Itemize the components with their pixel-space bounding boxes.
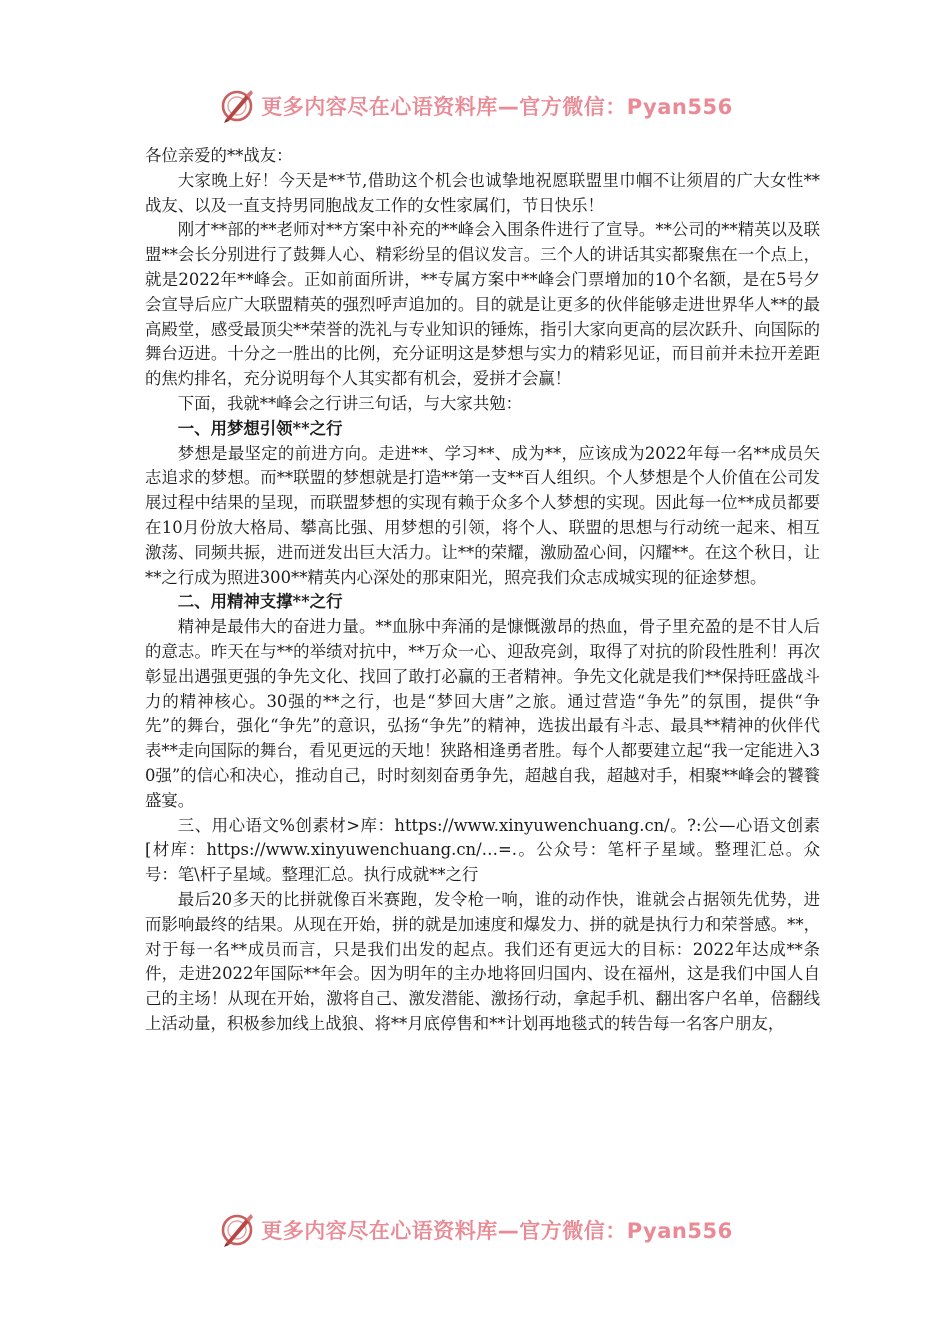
- section-2-body: 精神是最伟大的奋进力量。**血脉中奔涌的是慷慨激昂的热血，骨子里充盈的是不甘人后的意志。昨天在与**的举绩对抗中，**万众一心、迎敌亮剑，取得了对抗的阶段性胜利！再次彰显出遇强更强的争先文化、找回了敢打必赢的王者精神。争先文化就是我们**保持旺盛战斗力的精神核心。30强的**之行，也是“梦回大唐”之旅。通过营造“争先”的氛围，提供“争先”的舞台，强化“争先”的意识，弘扬“争先”的精神，选拔出最有斗志、最具**精神的伙伴代表**走向国际的舞台，看见更远的天地！狭路相逢勇者胜。每个人都要建立起“我一定能进入30强”的信心和决心，推动自己，时时刻刻奋勇争先，超越自我，超越对手，相聚**峰会的饕餮盛宴。: [145, 617, 820, 810]
- header-banner: [0, 84, 950, 128]
- paragraph-2: 刚才**部的**老师对**方案中补充的**峰会入围条件进行了宣导。**公司的**精英以及联盟**会长分别进行了鼓舞人心、精彩纷呈的倡议发言。三个人的讲话其实都聚焦在一个点上，就是2022年**峰会。正如前面所讲，**专属方案中**峰会门票增加的10个名额，是在5号夕会宣导后应广大联盟精英的强烈呼声追加的。目的就是让更多的伙伴能够走进世界华人**的最高殿堂，感受最顶尖**荣誉的洗礼与专业知识的锤炼，指引大家向更高的层次跃升、向国际的舞台迈进。十分之一胜出的比例，充分证明这是梦想与实力的精彩见证，而目前并未拉开差距的焦灼排名，充分说明每个人其实都有机会，爱拼才会赢！: [145, 220, 820, 389]
- pen-logo-icon: [217, 1210, 257, 1250]
- paragraph-1: 大家晚上好！今天是**节,借助这个机会也诚挚地祝愿联盟里巾帼不让须眉的广大女性**战友、以及一直支持男同胞战友工作的女性家属们，节日快乐！: [145, 170, 820, 215]
- section-3-heading: 三、用心语文%创素材>库：https://www.xinyuwenchuang.cn/。?:公—心语文创素[材库：https://www.xinyuwenchuang.cn/…=.。公众号：笔杆子星域。整理汇总。众号：笔\杆子星域。整理汇总。执行成就**之行: [145, 815, 820, 885]
- footer-banner: [0, 1208, 950, 1252]
- section-2-heading: 二、用精神支撑**之行: [177, 592, 343, 612]
- section-3-body: 最后20多天的比拼就像百米赛跑，发令枪一响，谁的动作快，谁就会占据领先优势，进而影响最终的结果。从现在开始，拼的就是加速度和爆发力、拼的就是执行力和荣誉感。**，对于每一名**成员而言，只是我们出发的起点。我们还有更远大的目标：2022年达成**条件，走进2022年国际**年会。因为明年的主办地将回归国内、设在福州，这是我们中国人自己的主场！从现在开始，激将自己、激发潜能、激扬行动，拿起手机、翻出客户名单，倍翻线上活动量，积极参加线上战狼、将**月底停售和**计划再地毯式的转告每一名客户朋友，: [145, 889, 820, 1033]
- section-1-heading: 一、用梦想引领**之行: [177, 418, 343, 438]
- banner-text: 更多内容尽在心语资料库—官方微信：Pyan556: [261, 95, 733, 119]
- banner-text: 更多内容尽在心语资料库—官方微信：Pyan556: [261, 1219, 733, 1243]
- section-1-body: 梦想是最坚定的前进方向。走进**、学习**、成为**，应该成为2022年每一名**成员矢志追求的梦想。而**联盟的梦想就是打造**第一支**百人组织。个人梦想是个人价值在公司发展过程中结果的呈现，而联盟梦想的实现有赖于众多个人梦想的实现。因此每一位**成员都要在10月份放大格局、攀高比强、用梦想的引领，将个人、联盟的思想与行动统一起来、相互激荡、同频共振，进而迸发出巨大活力。让**的荣耀，激励盈心间，闪耀**。在这个秋日，让**之行成为照进300**精英内心深处的那束阳光，照亮我们众志成城实现的征途梦想。: [145, 443, 820, 587]
- pen-logo-icon: [217, 86, 257, 126]
- document-body: [145, 144, 820, 1037]
- greeting: 各位亲爱的**战友：: [145, 146, 293, 165]
- paragraph-3: 下面，我就**峰会之行讲三句话，与大家共勉：: [177, 393, 522, 413]
